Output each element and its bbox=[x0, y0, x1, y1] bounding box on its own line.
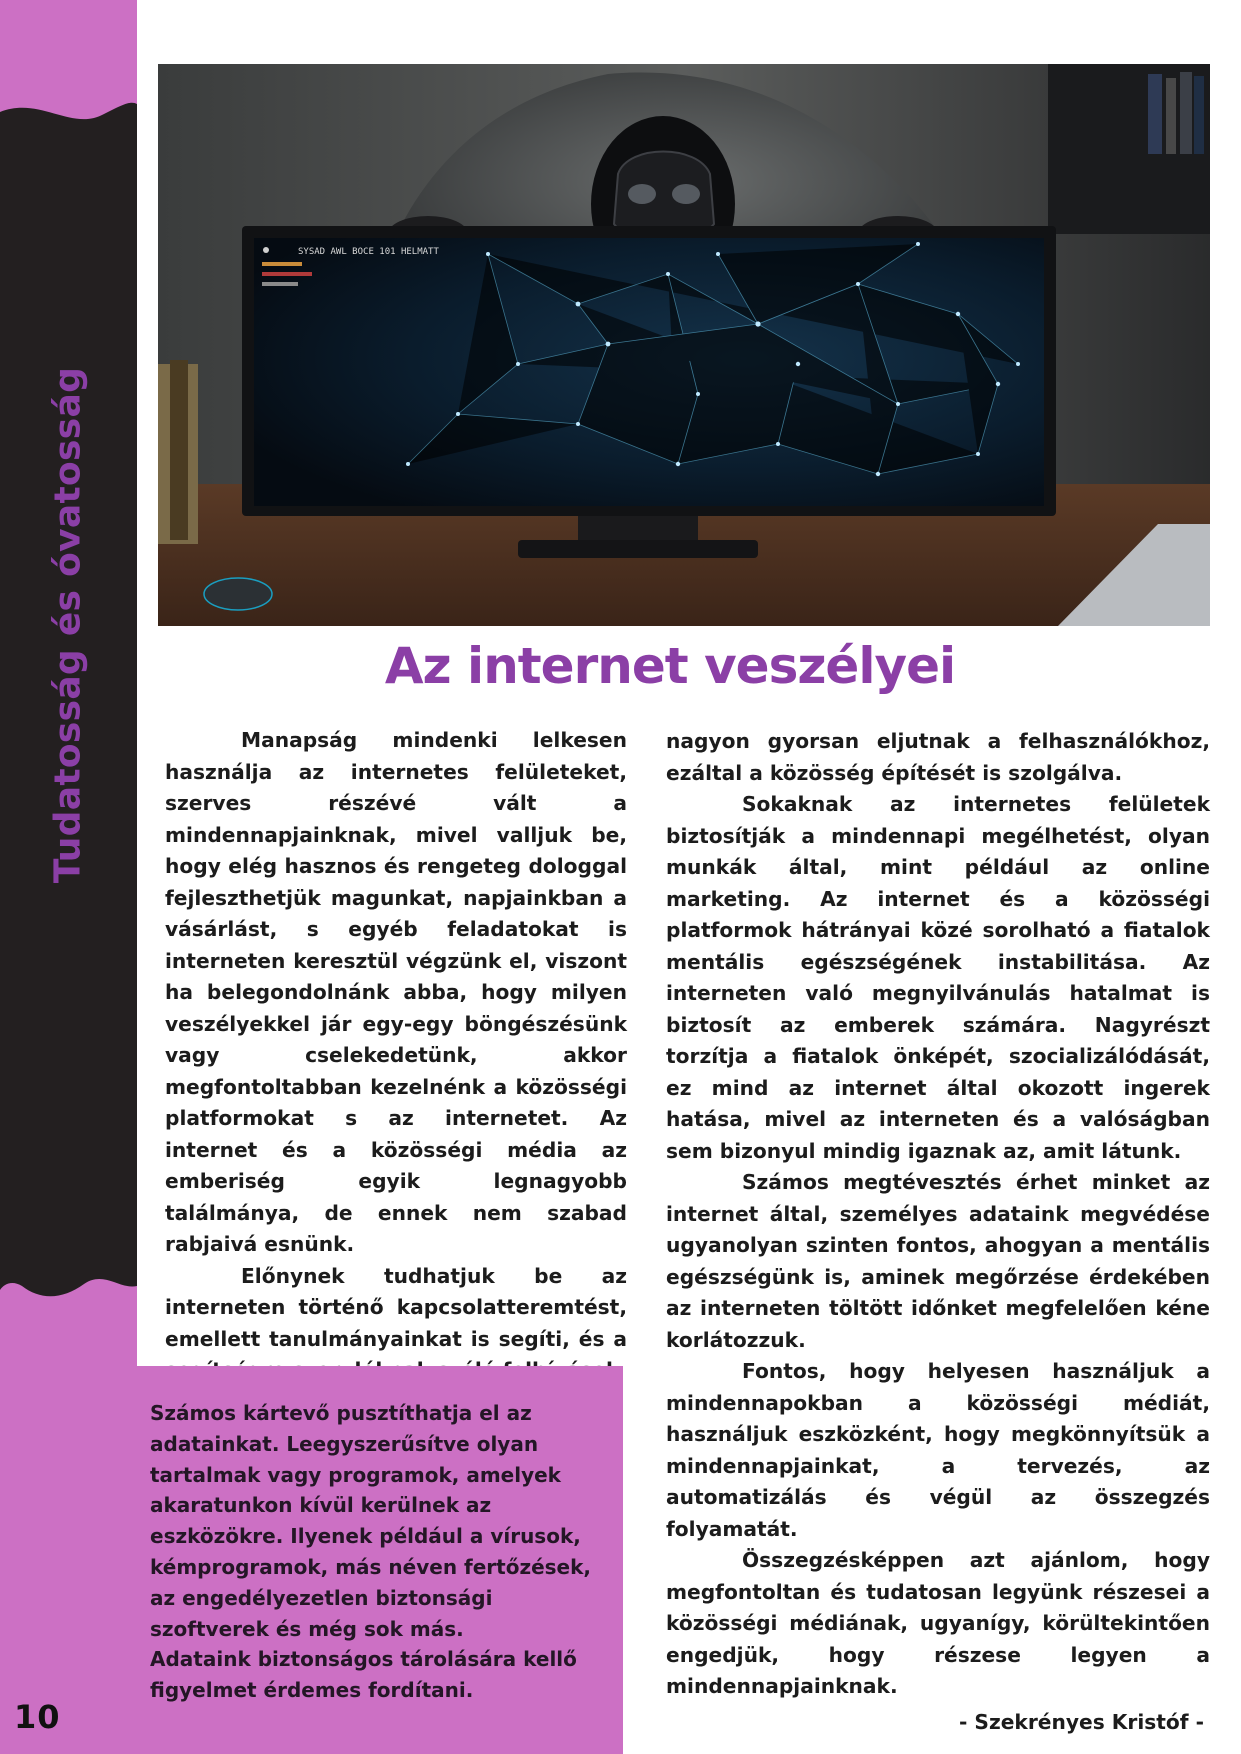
article-right-column bbox=[666, 726, 1210, 1738]
article-paragraph: Sokaknak az internetes felületek biztosítják a mindennapi megélhetést, olyan munkák által, mint például az online marketing. Az internet és a közösségi platformok hátrányai közé sorolható a fiatalok mentális egészségének instabilitása. Az interneten való megnyilvánulás hatalmat is biztosít az emberek számára. Nagyrészt torzítja a fiatalok önképét, szocializálódását, ez mind az internet által okozott ingerek hatása, mivel az interneten és a valóságban sem bizonyul mindig igaznak az, amit látunk. bbox=[666, 792, 1210, 1163]
article-paragraph: Összegzésképpen azt ajánlom, hogy megfontoltan és tudatosan legyünk részesei a közösségi médiának, ugyanígy, körültekintően engedjük, hogy részese legyen a mindennapjainknak. bbox=[666, 1548, 1210, 1698]
article-left-column bbox=[165, 725, 627, 1387]
hero-mask-eye bbox=[628, 184, 656, 204]
callout-paragraph: Adataink biztonságos tárolására kellő figyelmet érdemes fordítani. bbox=[150, 1647, 577, 1703]
hero-book-stack bbox=[170, 360, 188, 540]
hero-book bbox=[1194, 76, 1204, 154]
hero-book bbox=[1148, 74, 1162, 154]
hero-screen-menu bbox=[262, 262, 302, 266]
hero-monitor-stand bbox=[578, 516, 698, 542]
article-paragraph: Számos megtévesztés érhet minket az internet által, személyes adataink megvédése ugyanolyan szinten fontos, ahogyan a mentális egészségünk is, aminek megőrzése érdekében az interneten töltött időnket megfelelően kéne korlátozzuk. bbox=[666, 1170, 1210, 1352]
article-paragraph: Fontos, hogy helyesen használjuk a mindennapokban a közösségi médiát, használjuk eszközként, hogy megkönnyítsük a mindennapjainkat, a tervezés, az automatizálás és végül az összegzés folyamatát. bbox=[666, 1359, 1210, 1541]
hero-mouse bbox=[204, 578, 272, 610]
article-paragraph: Manapság mindenki lelkesen használja az internetes felületeket, szerves részévé vált a mindennapjainknak, mivel valljuk be, hogy elég hasznos és rengeteg dologgal fejleszthetjük magunkat, napjainkban a vásárlást, s egyéb feladatokat is interneten keresztül végzünk el, viszont ha belegondolnánk abba, hogy milyen veszélyekkel jár egy-egy böngészésünk vagy cselekedetünk, akkor megfontoltabban kezelnénk a közösségi platformokat s az internetet. Az internet és a közösségi média az emberiség egyik legnagyobb találmánya, de ennek nem szabad rabjaivá esnünk. bbox=[165, 728, 627, 1256]
hero-screen-logo bbox=[263, 247, 269, 253]
hero-image bbox=[158, 64, 1210, 626]
page-number: 10 bbox=[14, 1698, 61, 1736]
hero-monitor-base bbox=[518, 540, 758, 558]
callout-text bbox=[150, 1398, 616, 1706]
article-paragraph: Előnynek tudhatjuk be az interneten történő kapcsolatteremtést, emellett tanulmányainkat is segíti, és a bbox=[165, 1263, 627, 1351]
hero-screen-menu bbox=[262, 282, 298, 286]
article-paragraph: nagyon gyorsan eljutnak a felhasználókhoz, ezáltal a közösség építését is szolgálva. bbox=[666, 729, 1210, 785]
article-byline: - Szekrényes Kristóf - bbox=[959, 1709, 1204, 1734]
hero-screen-header-text: SYSAD AWL BOCE 101 HELMATT bbox=[298, 247, 439, 257]
hero-book bbox=[1180, 72, 1192, 154]
hero-screen-menu bbox=[262, 272, 312, 276]
callout-paragraph: Számos kártevő pusztíthatja el az adatainkat. Leegyszerűsítve olyan tartalmak vagy programok, amelyek akaratunkon kívül kerülnek az eszközökre. Ilyenek például a vírusok, kémprogramok, más néven fertőzések, az engedélyezetlen biztonsági szoftverek és még sok más. bbox=[150, 1401, 592, 1641]
sidebar-section-title: Tudatosság és óvatosság bbox=[47, 366, 89, 884]
article-title: Az internet veszélyei bbox=[384, 637, 956, 695]
hero-mask-eye bbox=[672, 184, 700, 204]
hero-book bbox=[1166, 78, 1176, 154]
